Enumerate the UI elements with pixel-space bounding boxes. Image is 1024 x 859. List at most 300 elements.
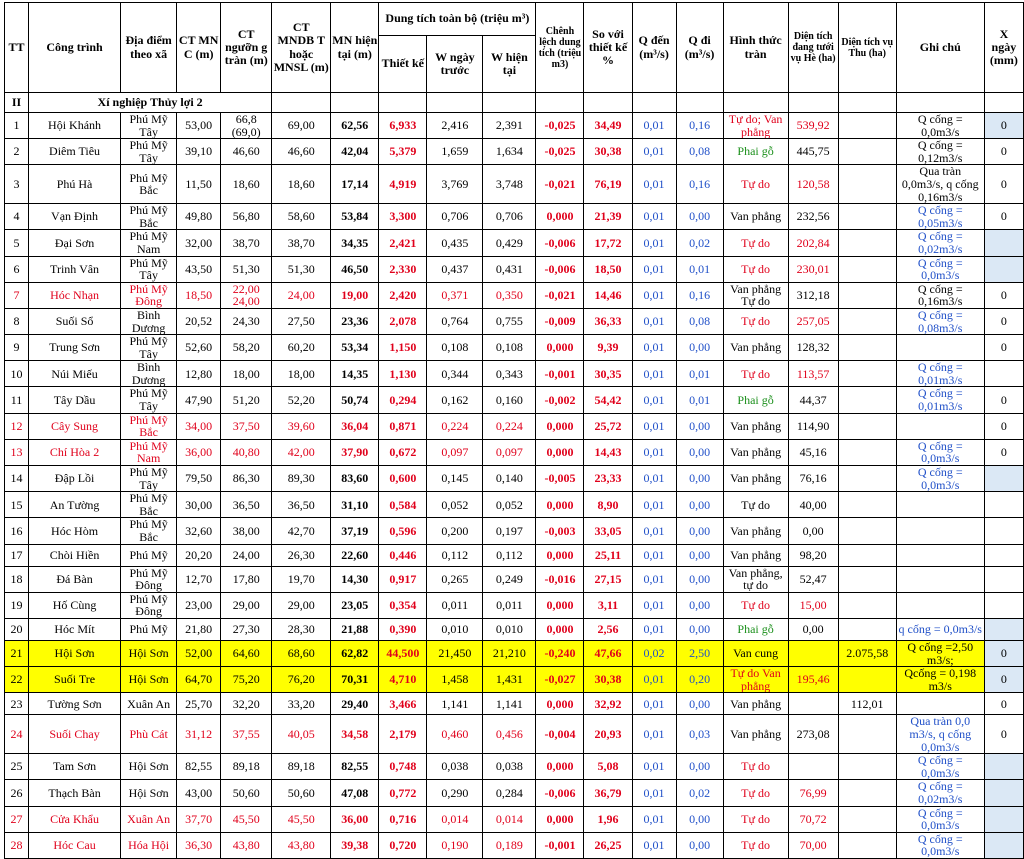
cell-so-voi: 14,43 — [584, 439, 632, 465]
cell-tt: 7 — [5, 282, 29, 308]
cell-q-den: 0,01 — [632, 667, 676, 693]
cell-dien-tich-thu — [838, 544, 896, 566]
cell-mn-hien-tai: 62,82 — [331, 640, 379, 666]
cell-tt: 9 — [5, 335, 29, 361]
cell-q-den: 0,01 — [632, 715, 676, 754]
cell-dien-tich-he: 120,58 — [788, 165, 838, 204]
cell-w-hien-tai: 1,141 — [483, 693, 536, 715]
cell-w-hien-tai: 0,097 — [483, 439, 536, 465]
cell-so-voi: 5,08 — [584, 754, 632, 780]
cell-ct-mndbt: 18,00 — [272, 361, 331, 387]
cell-hinh-thuc: Van phẳng — [723, 693, 788, 715]
cell-cong-trinh: Hội Khánh — [29, 113, 121, 139]
cell-w-hien-tai: 0,010 — [483, 618, 536, 640]
cell-so-voi: 25,11 — [584, 544, 632, 566]
cell-so-voi: 33,05 — [584, 518, 632, 544]
cell-x-ngay — [984, 618, 1023, 640]
cell-hinh-thuc: Van phẳng — [723, 413, 788, 439]
cell-so-voi: 17,72 — [584, 230, 632, 256]
table-row — [5, 387, 1024, 413]
cell-tt: 17 — [5, 544, 29, 566]
cell-thiet-ke: 0,294 — [379, 387, 427, 413]
cell-ghi-chu: Q cống = 0,0m3/s — [896, 439, 984, 465]
cell-q-den: 0,01 — [632, 335, 676, 361]
cell-ct-nguong: 38,00 — [221, 518, 272, 544]
cell-ct-nguong: 86,30 — [221, 466, 272, 492]
cell-w-hien-tai: 3,748 — [483, 165, 536, 204]
cell-w-hien-tai: 0,249 — [483, 566, 536, 592]
cell-ct-mnc: 52,60 — [177, 335, 221, 361]
cell-w-ngay-truoc: 0,224 — [427, 413, 483, 439]
cell-ct-nguong: 50,60 — [221, 780, 272, 806]
cell-ghi-chu — [896, 335, 984, 361]
cell-w-hien-tai: 0,112 — [483, 544, 536, 566]
cell-mn-hien-tai: 53,34 — [331, 335, 379, 361]
cell-q-di: 0,02 — [676, 230, 723, 256]
cell-ct-mndbt: 42,70 — [272, 518, 331, 544]
cell-so-voi: 20,93 — [584, 715, 632, 754]
cell-hinh-thuc: Phai gỗ — [723, 387, 788, 413]
cell-w-ngay-truoc: 1,659 — [427, 139, 483, 165]
cell-thiet-ke: 2,179 — [379, 715, 427, 754]
cell-x-ngay: 0 — [984, 387, 1023, 413]
cell-chenh-lech: 0,000 — [536, 439, 584, 465]
cell-w-hien-tai: 0,197 — [483, 518, 536, 544]
cell-cong-trinh: Núi Miếu — [29, 361, 121, 387]
cell-tt: 27 — [5, 806, 29, 832]
cell-q-den: 0,01 — [632, 230, 676, 256]
cell-w-ngay-truoc: 0,112 — [427, 544, 483, 566]
cell-cong-trinh: Phú Hà — [29, 165, 121, 204]
cell-thiet-ke: 0,748 — [379, 754, 427, 780]
cell-chenh-lech: -0,240 — [536, 640, 584, 666]
cell-hinh-thuc: Tự do — [723, 308, 788, 334]
cell-w-hien-tai: 0,224 — [483, 413, 536, 439]
cell-so-voi: 8,90 — [584, 492, 632, 518]
cell-x-ngay: 0 — [984, 308, 1023, 334]
cell-ct-nguong: 37,50 — [221, 413, 272, 439]
cell-dien-tich-he: 257,05 — [788, 308, 838, 334]
cell-chenh-lech: -0,003 — [536, 518, 584, 544]
cell-q-den: 0,01 — [632, 165, 676, 204]
cell-ct-mnc: 23,00 — [177, 592, 221, 618]
cell-x-ngay — [984, 754, 1023, 780]
cell-hinh-thuc: Van phẳng — [723, 204, 788, 230]
table-row — [5, 492, 1024, 518]
cell-ghi-chu: Q cống = 0,02m3/s — [896, 780, 984, 806]
cell-dia-diem: Hội Sơn — [121, 780, 177, 806]
cell-ct-mnc: 79,50 — [177, 466, 221, 492]
cell-dien-tich-thu — [838, 256, 896, 282]
cell-w-ngay-truoc: 1,141 — [427, 693, 483, 715]
cell-cong-trinh: Chí Hòa 2 — [29, 439, 121, 465]
cell-ghi-chu: Q cống = 0,0m3/s — [896, 754, 984, 780]
cell-q-di: 0,00 — [676, 592, 723, 618]
cell-dien-tich-he: 230,01 — [788, 256, 838, 282]
cell-dia-diem: Phú Mỹ Bắc — [121, 165, 177, 204]
cell-mn-hien-tai: 42,04 — [331, 139, 379, 165]
cell-chenh-lech: 0,000 — [536, 754, 584, 780]
cell-q-di: 0,01 — [676, 387, 723, 413]
cell-q-di: 0,00 — [676, 518, 723, 544]
cell-ghi-chu: Qua tràn 0,0m3/s, q cống 0,16m3/s — [896, 165, 984, 204]
cell-mn-hien-tai: 31,10 — [331, 492, 379, 518]
cell-so-voi: 30,38 — [584, 667, 632, 693]
cell-dia-diem: Phú Mỹ Tây — [121, 256, 177, 282]
cell-cong-trinh: Hóc Mít — [29, 618, 121, 640]
cell-ct-mnc: 30,00 — [177, 492, 221, 518]
cell-dien-tich-he: 40,00 — [788, 492, 838, 518]
cell-so-voi: 25,72 — [584, 413, 632, 439]
cell-ghi-chu: Q cống = 0,16m3/s — [896, 282, 984, 308]
cell-so-voi: 32,92 — [584, 693, 632, 715]
cell-ghi-chu — [896, 592, 984, 618]
cell-dia-diem: Phú Mỹ Đông — [121, 592, 177, 618]
cell-dien-tich-thu — [838, 592, 896, 618]
cell-dien-tich-thu — [838, 566, 896, 592]
cell-so-voi: 21,39 — [584, 204, 632, 230]
cell-hinh-thuc: Tự do Van phẳng — [723, 667, 788, 693]
cell-ct-nguong: 27,30 — [221, 618, 272, 640]
cell-tt: 2 — [5, 139, 29, 165]
cell-thiet-ke: 0,390 — [379, 618, 427, 640]
cell-mn-hien-tai: 21,88 — [331, 618, 379, 640]
cell-thiet-ke: 0,584 — [379, 492, 427, 518]
cell-dien-tich-he: 202,84 — [788, 230, 838, 256]
cell-dien-tich-thu — [838, 113, 896, 139]
cell-ct-mnc: 25,70 — [177, 693, 221, 715]
cell-tt: 13 — [5, 439, 29, 465]
cell-ghi-chu — [896, 518, 984, 544]
table-row — [5, 754, 1024, 780]
cell-so-voi: 23,33 — [584, 466, 632, 492]
cell-thiet-ke: 1,130 — [379, 361, 427, 387]
cell-dia-diem: Xuân An — [121, 693, 177, 715]
cell-ct-mnc: 36,00 — [177, 439, 221, 465]
cell-ct-mndbt: 26,30 — [272, 544, 331, 566]
cell-chenh-lech: -0,021 — [536, 282, 584, 308]
cell-ct-mndbt: 76,20 — [272, 667, 331, 693]
cell-x-ngay: 0 — [984, 282, 1023, 308]
cell-dien-tich-he: 539,92 — [788, 113, 838, 139]
cell-thiet-ke: 44,500 — [379, 640, 427, 666]
cell-hinh-thuc: Tự do — [723, 492, 788, 518]
cell-ct-mnc: 39,10 — [177, 139, 221, 165]
cell-dia-diem: Phú Mỹ Tây — [121, 466, 177, 492]
cell-dien-tich-thu — [838, 387, 896, 413]
cell-dien-tich-thu — [838, 230, 896, 256]
cell-dia-diem: Phú Mỹ Bắc — [121, 413, 177, 439]
cell-x-ngay — [984, 592, 1023, 618]
cell-w-ngay-truoc: 0,435 — [427, 230, 483, 256]
cell-ct-mnc: 36,30 — [177, 832, 221, 858]
cell-w-ngay-truoc: 3,769 — [427, 165, 483, 204]
cell-dia-diem: Hội Sơn — [121, 754, 177, 780]
cell-cong-trinh: An Tường — [29, 492, 121, 518]
cell-ct-mndbt: 46,60 — [272, 139, 331, 165]
cell-thiet-ke: 0,772 — [379, 780, 427, 806]
cell-ct-mndbt: 18,60 — [272, 165, 331, 204]
cell-chenh-lech: -0,006 — [536, 230, 584, 256]
cell-w-ngay-truoc: 0,014 — [427, 806, 483, 832]
cell-dien-tich-he: 128,32 — [788, 335, 838, 361]
cell-dien-tich-thu — [838, 139, 896, 165]
cell-q-di: 0,00 — [676, 618, 723, 640]
cell-hinh-thuc: Tự do — [723, 256, 788, 282]
cell-mn-hien-tai: 14,30 — [331, 566, 379, 592]
cell-tt: 12 — [5, 413, 29, 439]
cell-ct-mndbt: 38,70 — [272, 230, 331, 256]
cell-w-ngay-truoc: 0,344 — [427, 361, 483, 387]
cell-q-di: 0,00 — [676, 466, 723, 492]
cell-hinh-thuc: Van cung — [723, 640, 788, 666]
cell-x-ngay — [984, 361, 1023, 387]
cell-q-den: 0,01 — [632, 387, 676, 413]
header-q-den: Q đến (m³/s) — [632, 3, 676, 93]
header-dung-tich: Dung tích toàn bộ (triệu m³) — [379, 3, 536, 36]
section-row — [5, 93, 1024, 113]
cell-w-ngay-truoc: 0,290 — [427, 780, 483, 806]
cell-tt: 23 — [5, 693, 29, 715]
table-row — [5, 518, 1024, 544]
cell-x-ngay: 0 — [984, 139, 1023, 165]
table-row — [5, 592, 1024, 618]
cell-dia-diem: Bình Dương — [121, 361, 177, 387]
cell-dien-tich-he: 76,16 — [788, 466, 838, 492]
cell-hinh-thuc: Van phẳng — [723, 466, 788, 492]
cell-dien-tich-he: 273,08 — [788, 715, 838, 754]
cell-ct-mndbt: 42,00 — [272, 439, 331, 465]
cell-dien-tich-thu — [838, 780, 896, 806]
cell-thiet-ke: 1,150 — [379, 335, 427, 361]
cell-chenh-lech: -0,001 — [536, 361, 584, 387]
cell-so-voi: 30,35 — [584, 361, 632, 387]
cell-q-den: 0,02 — [632, 640, 676, 666]
cell-x-ngay — [984, 518, 1023, 544]
cell-tt: 24 — [5, 715, 29, 754]
cell-ghi-chu: q cống = 0,0m3/s — [896, 618, 984, 640]
cell-thiet-ke: 3,300 — [379, 204, 427, 230]
cell-mn-hien-tai: 46,50 — [331, 256, 379, 282]
cell-ct-mndbt: 89,30 — [272, 466, 331, 492]
cell-so-voi: 36,33 — [584, 308, 632, 334]
cell-x-ngay — [984, 492, 1023, 518]
cell-q-di: 0,00 — [676, 492, 723, 518]
cell-tt: 22 — [5, 667, 29, 693]
cell-ct-mndbt: 51,30 — [272, 256, 331, 282]
cell-thiet-ke: 0,716 — [379, 806, 427, 832]
cell-ct-nguong: 66,8 (69,0) — [221, 113, 272, 139]
cell-thiet-ke: 0,596 — [379, 518, 427, 544]
cell-ct-mndbt: 60,20 — [272, 335, 331, 361]
cell-so-voi: 1,96 — [584, 806, 632, 832]
cell-dien-tich-he: 70,00 — [788, 832, 838, 858]
cell-ct-nguong: 18,00 — [221, 361, 272, 387]
cell-dien-tich-he: 44,37 — [788, 387, 838, 413]
cell-hinh-thuc: Van phẳng, tự do — [723, 566, 788, 592]
table-body — [5, 93, 1024, 859]
cell-mn-hien-tai: 22,60 — [331, 544, 379, 566]
cell-ct-mnc: 12,70 — [177, 566, 221, 592]
cell-dien-tich-he: 232,56 — [788, 204, 838, 230]
cell-ghi-chu: Q cống = 0,08m3/s — [896, 308, 984, 334]
cell-ghi-chu: Q cống = 0,0m3/s — [896, 466, 984, 492]
cell-q-den: 0,01 — [632, 308, 676, 334]
cell-q-di: 0,00 — [676, 693, 723, 715]
cell-ct-mnc: 64,70 — [177, 667, 221, 693]
cell-x-ngay — [984, 230, 1023, 256]
cell-ghi-chu: Q cống = 0,0m3/s — [896, 256, 984, 282]
section-number: II — [5, 93, 29, 113]
cell-q-den: 0,01 — [632, 693, 676, 715]
cell-x-ngay: 0 — [984, 693, 1023, 715]
cell-q-den: 0,01 — [632, 780, 676, 806]
cell-w-hien-tai: 2,391 — [483, 113, 536, 139]
cell-dien-tich-thu — [838, 518, 896, 544]
cell-chenh-lech: -0,006 — [536, 256, 584, 282]
table-row — [5, 308, 1024, 334]
cell-tt: 11 — [5, 387, 29, 413]
cell-dien-tich-thu — [838, 715, 896, 754]
cell-mn-hien-tai: 83,60 — [331, 466, 379, 492]
cell-w-ngay-truoc: 0,764 — [427, 308, 483, 334]
cell-chenh-lech: -0,009 — [536, 308, 584, 334]
cell-dien-tich-he: 45,16 — [788, 439, 838, 465]
cell-q-di: 0,00 — [676, 832, 723, 858]
cell-dien-tich-he: 195,46 — [788, 667, 838, 693]
cell-chenh-lech: 0,000 — [536, 592, 584, 618]
cell-so-voi: 14,46 — [584, 282, 632, 308]
cell-w-ngay-truoc: 0,200 — [427, 518, 483, 544]
cell-q-di: 0,00 — [676, 754, 723, 780]
cell-w-hien-tai: 0,038 — [483, 754, 536, 780]
cell-ct-mndbt: 43,80 — [272, 832, 331, 858]
table-row — [5, 544, 1024, 566]
cell-tt: 10 — [5, 361, 29, 387]
cell-cong-trinh: Cửa Khẩu — [29, 806, 121, 832]
cell-dien-tich-he: 15,00 — [788, 592, 838, 618]
cell-x-ngay — [984, 544, 1023, 566]
cell-thiet-ke: 2,078 — [379, 308, 427, 334]
cell-ct-mnc: 82,55 — [177, 754, 221, 780]
cell-hinh-thuc: Tự do — [723, 806, 788, 832]
cell-cong-trinh: Tường Sơn — [29, 693, 121, 715]
header-chenh-lech: Chênh lệch dung tích (triệu m3) — [536, 3, 584, 93]
cell-dia-diem: Bình Dương — [121, 308, 177, 334]
table-row — [5, 618, 1024, 640]
cell-cong-trinh: Đá Bàn — [29, 566, 121, 592]
cell-cong-trinh: Đập Lồi — [29, 466, 121, 492]
cell-w-ngay-truoc: 21,450 — [427, 640, 483, 666]
cell-w-hien-tai: 0,189 — [483, 832, 536, 858]
cell-ct-mnc: 47,90 — [177, 387, 221, 413]
cell-x-ngay — [984, 466, 1023, 492]
cell-dien-tich-thu: 2.075,58 — [838, 640, 896, 666]
cell-ct-nguong: 75,20 — [221, 667, 272, 693]
cell-ghi-chu — [896, 544, 984, 566]
cell-ct-nguong: 18,60 — [221, 165, 272, 204]
cell-q-di: 0,08 — [676, 308, 723, 334]
cell-ct-nguong: 45,50 — [221, 806, 272, 832]
cell-ghi-chu — [896, 566, 984, 592]
cell-thiet-ke: 2,421 — [379, 230, 427, 256]
cell-tt: 3 — [5, 165, 29, 204]
cell-q-den: 0,01 — [632, 113, 676, 139]
table-row — [5, 113, 1024, 139]
cell-thiet-ke: 0,720 — [379, 832, 427, 858]
cell-cong-trinh: Trung Sơn — [29, 335, 121, 361]
cell-ct-nguong: 51,20 — [221, 387, 272, 413]
table-row — [5, 335, 1024, 361]
cell-w-ngay-truoc: 1,458 — [427, 667, 483, 693]
cell-dien-tich-thu — [838, 667, 896, 693]
cell-thiet-ke: 4,919 — [379, 165, 427, 204]
cell-ct-mnc: 53,00 — [177, 113, 221, 139]
cell-w-hien-tai: 0,284 — [483, 780, 536, 806]
cell-chenh-lech: 0,000 — [536, 413, 584, 439]
cell-ct-mnc: 11,50 — [177, 165, 221, 204]
cell-ct-mnc: 34,00 — [177, 413, 221, 439]
cell-ct-mndbt: 69,00 — [272, 113, 331, 139]
cell-q-di: 0,00 — [676, 413, 723, 439]
cell-dien-tich-he — [788, 640, 838, 666]
cell-dien-tich-thu — [838, 335, 896, 361]
cell-x-ngay: 0 — [984, 439, 1023, 465]
cell-q-di: 0,02 — [676, 780, 723, 806]
cell-so-voi: 18,50 — [584, 256, 632, 282]
cell-tt: 16 — [5, 518, 29, 544]
cell-dien-tich-thu — [838, 439, 896, 465]
cell-w-hien-tai: 0,014 — [483, 806, 536, 832]
cell-mn-hien-tai: 34,58 — [331, 715, 379, 754]
cell-q-di: 0,03 — [676, 715, 723, 754]
header-dien-tich-he: Diện tích đang tưới vụ Hè (ha) — [788, 3, 838, 93]
cell-dien-tich-thu — [838, 413, 896, 439]
cell-dien-tich-thu — [838, 165, 896, 204]
cell-cong-trinh: Hóc Cau — [29, 832, 121, 858]
cell-q-den: 0,01 — [632, 832, 676, 858]
cell-mn-hien-tai: 36,00 — [331, 806, 379, 832]
cell-ct-mnc: 49,80 — [177, 204, 221, 230]
cell-dia-diem: Phú Mỹ Tây — [121, 139, 177, 165]
cell-so-voi: 76,19 — [584, 165, 632, 204]
cell-tt: 14 — [5, 466, 29, 492]
table-row — [5, 165, 1024, 204]
cell-w-ngay-truoc: 0,162 — [427, 387, 483, 413]
cell-mn-hien-tai: 50,74 — [331, 387, 379, 413]
cell-so-voi: 3,11 — [584, 592, 632, 618]
cell-ct-nguong: 36,50 — [221, 492, 272, 518]
cell-cong-trinh: Chòi Hiền — [29, 544, 121, 566]
cell-ct-mndbt: 68,60 — [272, 640, 331, 666]
cell-ghi-chu: Q cống = 0,01m3/s — [896, 387, 984, 413]
cell-so-voi: 36,79 — [584, 780, 632, 806]
cell-w-hien-tai: 0,456 — [483, 715, 536, 754]
cell-dien-tich-he: 98,20 — [788, 544, 838, 566]
cell-q-di: 0,01 — [676, 256, 723, 282]
cell-ghi-chu — [896, 492, 984, 518]
cell-q-di: 2,50 — [676, 640, 723, 666]
cell-ct-mndbt: 50,60 — [272, 780, 331, 806]
header-ct-mndbt: CT MNDB T hoặc MNSL (m) — [272, 3, 331, 93]
cell-ct-mndbt: 40,05 — [272, 715, 331, 754]
cell-cong-trinh: Thạch Bàn — [29, 780, 121, 806]
cell-so-voi: 26,25 — [584, 832, 632, 858]
cell-dia-diem: Hóa Hội — [121, 832, 177, 858]
cell-hinh-thuc: Tự do — [723, 780, 788, 806]
cell-q-den: 0,01 — [632, 566, 676, 592]
cell-hinh-thuc: Tự do — [723, 361, 788, 387]
